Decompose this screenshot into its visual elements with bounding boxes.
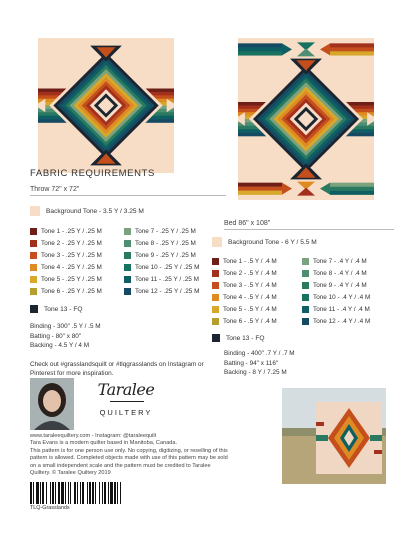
throw-tone-list: [30, 225, 220, 298]
bed-tone-list: [212, 255, 390, 328]
page-title: FABRIC REQUIREMENTS: [30, 168, 155, 179]
tone-row: [124, 273, 220, 285]
tone-swatch: [124, 252, 131, 259]
tone-label: Tone 11 - .4 Y / .4 M: [313, 305, 370, 313]
tone-swatch: [212, 270, 219, 277]
tone-row: [302, 303, 390, 315]
bed-divider: [224, 229, 394, 230]
tone-swatch: [302, 306, 309, 313]
tone-label: Tone 5 - .25 Y / .25 M: [41, 275, 102, 283]
throw-background-label: Background Tone - 3.5 Y / 3.25 M: [46, 207, 144, 215]
tone-swatch: [302, 258, 309, 265]
tone-row: [302, 291, 390, 303]
tone-label: Tone 4 - .25 Y / .25 M: [41, 263, 102, 271]
finished-quilt-photo: [282, 388, 386, 484]
tone-label: Tone 1 - .25 Y / .25 M: [41, 227, 102, 235]
logo-rule: [110, 401, 144, 402]
tone-row: [212, 267, 296, 279]
tone-label: Tone 5 - .5 Y / .4 M: [223, 305, 277, 313]
tone-label: Tone 7 - .25 Y / .25 M: [135, 227, 196, 235]
tone-swatch: [124, 276, 131, 283]
tone-swatch: [30, 264, 37, 271]
logo-script: Taralee: [97, 380, 155, 399]
author-photo: [30, 378, 74, 430]
throw-batting: Batting - 80" x 80": [30, 332, 82, 340]
about-line: Tara Evans is a modern quilter based in Manitoba, Canada.: [30, 440, 178, 447]
throw-divider: [30, 195, 226, 196]
social-promo: Check out #grasslandsquilt or #tlqgrasslands on Instagram or Pinterest for more inspiration.: [30, 361, 204, 378]
tone-row: [30, 249, 118, 261]
throw-yardage: [30, 322, 101, 351]
throw-background-tone: [30, 206, 144, 216]
tone-13-swatch: [30, 305, 38, 313]
tone-label: Tone 7 - .4 Y / .4 M: [313, 257, 367, 265]
background-swatch: [30, 206, 40, 216]
tone-swatch: [212, 318, 219, 325]
tone-swatch: [124, 264, 131, 271]
tone-swatch: [30, 288, 37, 295]
tone-13-swatch: [212, 334, 220, 342]
tone-label: Tone 6 - .25 Y / .25 M: [41, 288, 102, 296]
tone-row: [302, 267, 390, 279]
bed-batting: Batting - 94" x 116": [224, 359, 279, 367]
tone-swatch: [124, 240, 131, 247]
throw-tone-13-label: Tone 13 - FQ: [44, 305, 83, 313]
bed-background-label: Background Tone - 6 Y / 5.5 M: [228, 238, 317, 246]
bed-tone-13-label: Tone 13 - FQ: [226, 334, 265, 342]
tone-label: Tone 1 - .5 Y / .4 M: [223, 257, 277, 265]
barcode: [30, 482, 126, 504]
bed-backing: Backing - 8 Y / 7.25 M: [224, 369, 287, 377]
tone-swatch: [124, 228, 131, 235]
tone-row: [124, 225, 220, 237]
tone-label: Tone 4 - .5 Y / .4 M: [223, 293, 277, 301]
copyright-notice: This pattern is for one person use only. No copying, digitizing, or reselling of this pattern is allowed. Completed objects made with use of this pattern may be sold on a small independent scale and the pattern must be credited to Taralee Quiltery. © Taralee Quiltery 2019: [30, 447, 228, 477]
tone-row: [124, 237, 220, 249]
bed-quilt-illustration: [238, 38, 374, 200]
tone-row: [212, 291, 296, 303]
tone-swatch: [212, 282, 219, 289]
tone-swatch: [30, 240, 37, 247]
bed-tone-13: [212, 334, 264, 342]
tone-label: Tone 3 - .5 Y / .4 M: [223, 281, 277, 289]
tone-swatch: [30, 252, 37, 259]
background-swatch: [212, 237, 222, 247]
tone-swatch: [212, 306, 219, 313]
tone-row: [30, 237, 118, 249]
tone-row: [30, 261, 118, 273]
logo-subtitle: QUILTERY: [99, 408, 153, 417]
throw-size-label: Throw 72" x 72": [30, 186, 80, 193]
tone-swatch: [124, 288, 131, 295]
throw-binding: Binding - 300" .5 Y / .5 M: [30, 323, 101, 330]
tone-row: [212, 255, 296, 267]
throw-quilt-illustration: [38, 38, 174, 173]
tone-row: [30, 273, 118, 285]
tone-label: Tone 9 - .4 Y / .4 M: [313, 281, 367, 289]
tone-label: Tone 11 - .25 Y / .25 M: [135, 275, 199, 283]
tone-row: [124, 285, 220, 297]
barcode-label: TLQ-Grasslands: [30, 505, 70, 511]
tone-label: Tone 2 - .5 Y / .4 M: [223, 269, 277, 277]
taralee-quiltery-logo: [96, 380, 156, 432]
tone-row: [124, 261, 220, 273]
designer-info: [30, 433, 230, 477]
throw-tone-13: [30, 305, 82, 313]
throw-backing: Backing - 4.5 Y / 4 M: [30, 342, 90, 350]
tone-row: [30, 225, 118, 237]
bed-size-label: Bed 86" x 108": [224, 220, 271, 227]
tone-swatch: [212, 294, 219, 301]
tone-row: [302, 279, 390, 291]
tone-label: Tone 9 - .25 Y / .25 M: [135, 251, 196, 259]
tone-swatch: [302, 270, 309, 277]
tone-label: Tone 2 - .25 Y / .25 M: [41, 239, 102, 247]
tone-row: [302, 315, 390, 327]
tone-label: Tone 10 - .25 Y / .25 M: [135, 263, 200, 271]
tone-swatch: [302, 294, 309, 301]
bed-binding: Binding - 400" .7 Y / .7 M: [224, 350, 295, 357]
tone-label: Tone 12 - .4 Y / .4 M: [313, 318, 371, 326]
bed-background-tone: [212, 237, 317, 247]
tone-swatch: [302, 318, 309, 325]
tone-row: [212, 315, 296, 327]
tone-swatch: [302, 282, 309, 289]
tone-row: [212, 303, 296, 315]
contact-line: www.taraleequiltery.com - Instagram: @taraleequilt: [30, 433, 157, 439]
tone-label: Tone 10 - .4 Y / .4 M: [313, 293, 371, 301]
tone-swatch: [212, 258, 219, 265]
tone-row: [124, 249, 220, 261]
tone-swatch: [30, 276, 37, 283]
tone-label: Tone 12 - .25 Y / .25 M: [135, 288, 200, 296]
tone-label: Tone 8 - .4 Y / .4 M: [313, 269, 367, 277]
tone-label: Tone 6 - .5 Y / .4 M: [223, 318, 277, 326]
tone-swatch: [30, 228, 37, 235]
tone-row: [30, 285, 118, 297]
tone-label: Tone 8 - .25 Y / .25 M: [135, 239, 196, 247]
tone-row: [302, 255, 390, 267]
tone-row: [212, 279, 296, 291]
bed-yardage: [224, 349, 295, 378]
tone-label: Tone 3 - .25 Y / .25 M: [41, 251, 102, 259]
